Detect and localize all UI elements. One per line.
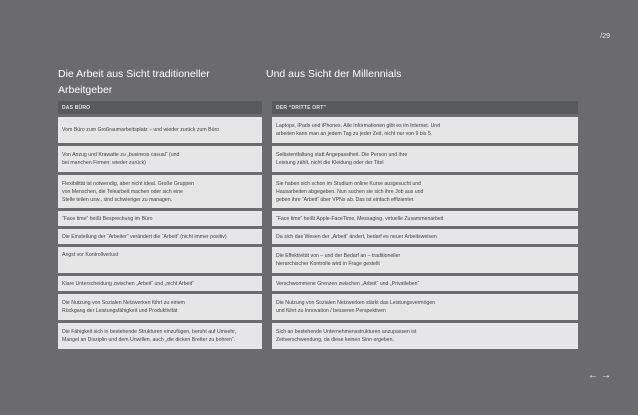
table-header-row bbox=[58, 101, 578, 114]
table-row bbox=[58, 117, 578, 143]
table-cell-right: Sie haben sich schon im Studium online Kurse ausgesucht und Hausarbeiten abgegeben. Nun suchen sie sich ihre Job aus und geben ihre “Arbeit” über VPNs ab. Das ist einfach effizienter. bbox=[272, 175, 578, 208]
page-number: /29 bbox=[600, 33, 610, 40]
table-cell-right: Die Nutzung von Sozialen Netzwerken stärkt das Leistungsvermögen und führt zu Innovation / besseren Perspektiven bbox=[272, 294, 578, 320]
comparison-table bbox=[58, 101, 578, 352]
title-traditional-employers: Die Arbeit aus Sicht traditioneller Arbeitgeber bbox=[58, 68, 210, 96]
table-row bbox=[58, 175, 578, 208]
table-cell-left: Von Anzug und Krawatte zu „business casual“ (und bei manchen Firmen: wieder zurück) bbox=[58, 146, 262, 172]
table-cell-left: Klare Unterscheidung zwischen „Arbeit“ und „nicht Arbeit“ bbox=[58, 276, 262, 291]
table-cell-right: “Face time” heißt Apple-FaceTime, Messaging, virtuelle Zusammenarbeit bbox=[272, 211, 578, 226]
table-cell-left: Die Fähigkeit sich in bestehende Strukturen einzufügen, beruht auf Umsehr, Mangel an Disziplin und dem Unwillen, auch „die dicken Bretter zu bohren“. bbox=[58, 323, 262, 349]
table-cell-left: “Face time” heißt Besprechung im Büro bbox=[58, 211, 262, 226]
title-millennials: Und aus Sicht der Millennials bbox=[266, 68, 402, 80]
table-cell-left: Vom Büro zum Großraumarbeitsplatz – und wieder zurück zum Büro bbox=[58, 117, 262, 143]
table-cell-left: Angst vor Kontrollverlust bbox=[58, 247, 262, 273]
table-row bbox=[58, 229, 578, 244]
page-navigation bbox=[588, 370, 614, 381]
arrow-left-icon[interactable]: ← bbox=[588, 370, 601, 381]
table-cell-right: Da sich das Wesen der „Arbeit“ ändert, bedarf es neuer Arbeitsweisen bbox=[272, 229, 578, 244]
table-row bbox=[58, 247, 578, 273]
table-row bbox=[58, 276, 578, 291]
table-row bbox=[58, 146, 578, 172]
table-cell-left: Flexibilität ist notwendig, aber nicht ideal. Große Gruppen von Menschen, die Telearbeit machen oder sich eine Stelle teilen usw., sind schwieriger zu managen. bbox=[58, 175, 262, 208]
table-cell-left: Die Nutzung von Sozialen Netzwerken führt zu einem Rückgang der Leistungsfähigkeit und Produktivität bbox=[58, 294, 262, 320]
table-cell-right: Selbstentfaltung statt Angepasstheit. Die Person und ihre Leistung zählt, nicht die Kleidung oder der Titel bbox=[272, 146, 578, 172]
table-cell-right: Die Effektivität von – und der Bedarf an – traditioneller hierarchischer Kontrolle wird in Frage gestellt bbox=[272, 247, 578, 273]
arrow-right-icon[interactable]: → bbox=[601, 370, 614, 381]
table-cell-left: Die Einstellung der “Arbeiter” verändert die “Arbeit” (nicht immer positiv) bbox=[58, 229, 262, 244]
table-row bbox=[58, 211, 578, 226]
table-cell-right: Sich an bestehende Unternehmensstrukturen anzupassen ist Zeitverschwendung, da diese keinen Sinn ergeben. bbox=[272, 323, 578, 349]
header-dritte-ort: DER “DRITTE ORT” bbox=[272, 101, 578, 114]
table-row bbox=[58, 323, 578, 349]
table-row bbox=[58, 294, 578, 320]
header-das-buero: DAS BÜRO bbox=[58, 101, 262, 114]
table-cell-right: Verschwommene Grenzen zwischen „Arbeit“ und „Privatleben“ bbox=[272, 276, 578, 291]
table-cell-right: Laptops, iPads und iPhones. Alle Informationen gibt es im Internet. Und arbeiten kann man an jedem Tag zu jeder Zeit, nicht nur von 9 bis 5. bbox=[272, 117, 578, 143]
